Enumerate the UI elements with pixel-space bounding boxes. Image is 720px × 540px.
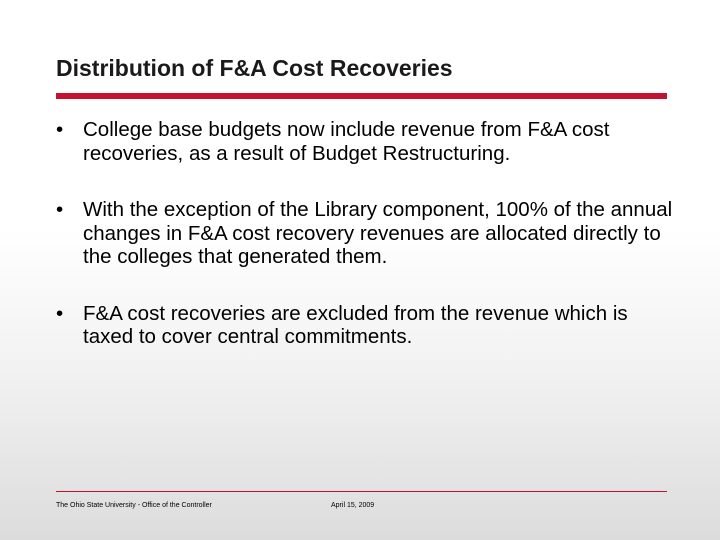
bullet-item <box>56 302 676 349</box>
bullet-item <box>56 118 676 165</box>
slide-title: Distribution of F&A Cost Recoveries <box>56 55 453 81</box>
title-divider <box>56 93 667 99</box>
bullet-list <box>56 118 676 349</box>
footer-organization: The Ohio State University - Office of the Controller <box>56 502 212 509</box>
bullet-text: With the exception of the Library component, 100% of the annual changes in F&A cost recovery revenues are allocated directly to the colleges that generated them. <box>83 198 673 268</box>
footer-divider <box>56 491 667 492</box>
bullet-text: College base budgets now include revenue from F&A cost recoveries, as a result of Budget Restructuring. <box>83 118 610 165</box>
bullet-item <box>56 198 676 269</box>
bullet-icon: • <box>56 118 64 141</box>
bullet-text: F&A cost recoveries are excluded from the revenue which is taxed to cover central commitments. <box>83 301 628 348</box>
footer-date: April 15, 2009 <box>331 502 375 509</box>
bullet-icon: • <box>56 301 64 325</box>
bullet-icon: • <box>56 198 64 221</box>
